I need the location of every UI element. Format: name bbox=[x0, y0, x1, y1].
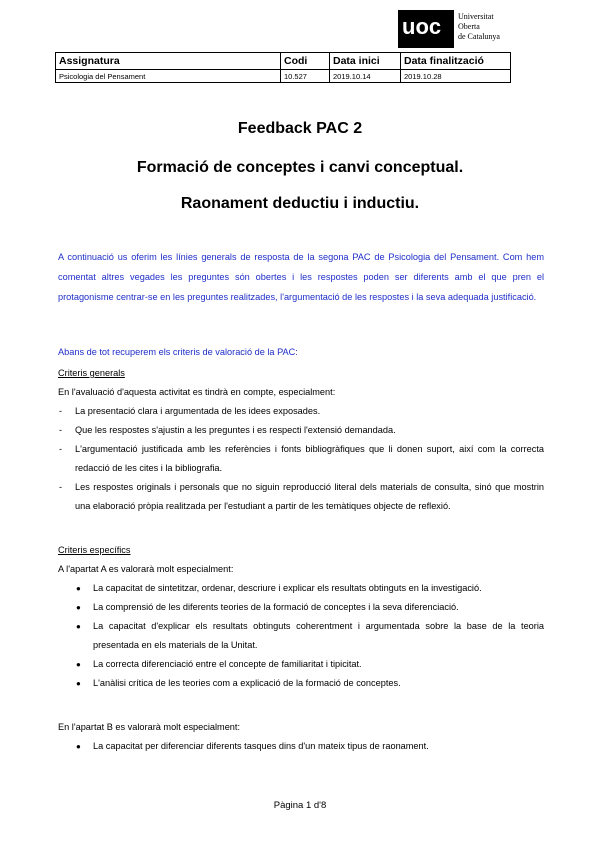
value-data-inici: 2019.10.14 bbox=[330, 70, 401, 83]
uoc-logo-text bbox=[458, 12, 500, 42]
logo-line-3: de Catalunya bbox=[458, 32, 500, 41]
section-a-lead: A l'apartat A es valorarà molt especialment: bbox=[58, 564, 234, 574]
uoc-logo-letters: uoc bbox=[402, 14, 442, 39]
document-subtitle-2: Raonament deductiu i inductiu. bbox=[180, 195, 420, 212]
course-info-table bbox=[55, 52, 511, 83]
section-a-criteria-list bbox=[58, 579, 544, 693]
document-subtitle-1: Formació de conceptes i canvi conceptual. bbox=[136, 159, 464, 176]
list-item: - Que les respostes s'ajustin a les preguntes i es respecti l'extensió demandada. bbox=[58, 421, 544, 440]
list-item: - L'argumentació justificada amb les referències i fonts bibliogràfiques que li donen suport, així com la correcta redacció de les cites i la bibliografia. bbox=[58, 440, 544, 478]
logo-line-2: Oberta bbox=[458, 22, 480, 31]
list-item: - La presentació clara i argumentada de les idees exposades. bbox=[58, 402, 544, 421]
list-item: ● La correcta diferenciació entre el concepte de familiaritat i tipicitat. bbox=[58, 655, 544, 674]
specific-criteria-heading: Criteris específics bbox=[58, 545, 131, 555]
criteria-intro: Abans de tot recuperem els criteris de valoració de la PAC: bbox=[58, 347, 298, 357]
specific-criteria-section bbox=[58, 541, 544, 693]
intro-paragraph: A continuació us oferim les línies generals de resposta de la segona PAC de Psicologia del Pensament. Com hem comentat altres vegades les preguntes són obertes i les respostes poden ser diferents amb el que pren el protagonisme centrar-se en les preguntes realitzades, l'argumentació de les respostes i la seva adequada justificació. bbox=[58, 252, 544, 302]
list-item: ● La comprensió de les diferents teories de la formació de conceptes i la seva diferenciació. bbox=[58, 598, 544, 617]
general-criteria-list bbox=[58, 402, 544, 516]
course-info-value-row bbox=[56, 70, 511, 83]
value-data-finalitzacio: 2019.10.28 bbox=[401, 70, 511, 83]
page-number: Pàgina 1 d'8 bbox=[273, 800, 327, 811]
logo-line-1: Universitat bbox=[458, 12, 494, 21]
uoc-logo bbox=[398, 10, 516, 50]
value-assignatura: Psicologia del Pensament bbox=[56, 70, 281, 83]
header-codi: Codi bbox=[281, 53, 330, 70]
value-codi: 10.527 bbox=[281, 70, 330, 83]
list-item: ● La capacitat de sintetitzar, ordenar, descriure i explicar els resultats obtinguts en la investigació. bbox=[58, 579, 544, 598]
general-criteria-section bbox=[58, 364, 544, 516]
list-item: ● L'anàlisi crítica de les teories com a explicació de la formació de conceptes. bbox=[58, 674, 544, 693]
list-item: ● La capacitat d'explicar els resultats obtinguts coherentment i argumentada sobre la base de la teoria presentada en els materials de la Unitat. bbox=[58, 617, 544, 655]
header-assignatura: Assignatura bbox=[56, 53, 281, 70]
document-title: Feedback PAC 2 bbox=[237, 120, 363, 137]
header-data-finalitzacio: Data finalització bbox=[401, 53, 511, 70]
course-info-header-row bbox=[56, 53, 511, 70]
header-data-inici: Data inici bbox=[330, 53, 401, 70]
section-b-lead: En l'apartat B es valorarà molt especialment: bbox=[58, 722, 241, 732]
general-criteria-heading: Criteris generals bbox=[58, 368, 125, 378]
list-item: ● La capacitat per diferenciar diferents tasques dins d'un mateix tipus de raonament. bbox=[58, 737, 544, 756]
uoc-logo-mark bbox=[398, 10, 454, 48]
section-b-criteria-list bbox=[58, 737, 544, 756]
list-item: - Les respostes originals i personals que no siguin reproducció literal dels materials de consulta, sinó que mostrin una elaboració pròpia realitzada per l'estudiant a partir de les temàtiques objecte de reflexió. bbox=[58, 478, 544, 516]
general-criteria-lead: En l'avaluació d'aquesta activitat es tindrà en compte, especialment: bbox=[58, 387, 336, 397]
section-b-criteria bbox=[58, 718, 544, 756]
